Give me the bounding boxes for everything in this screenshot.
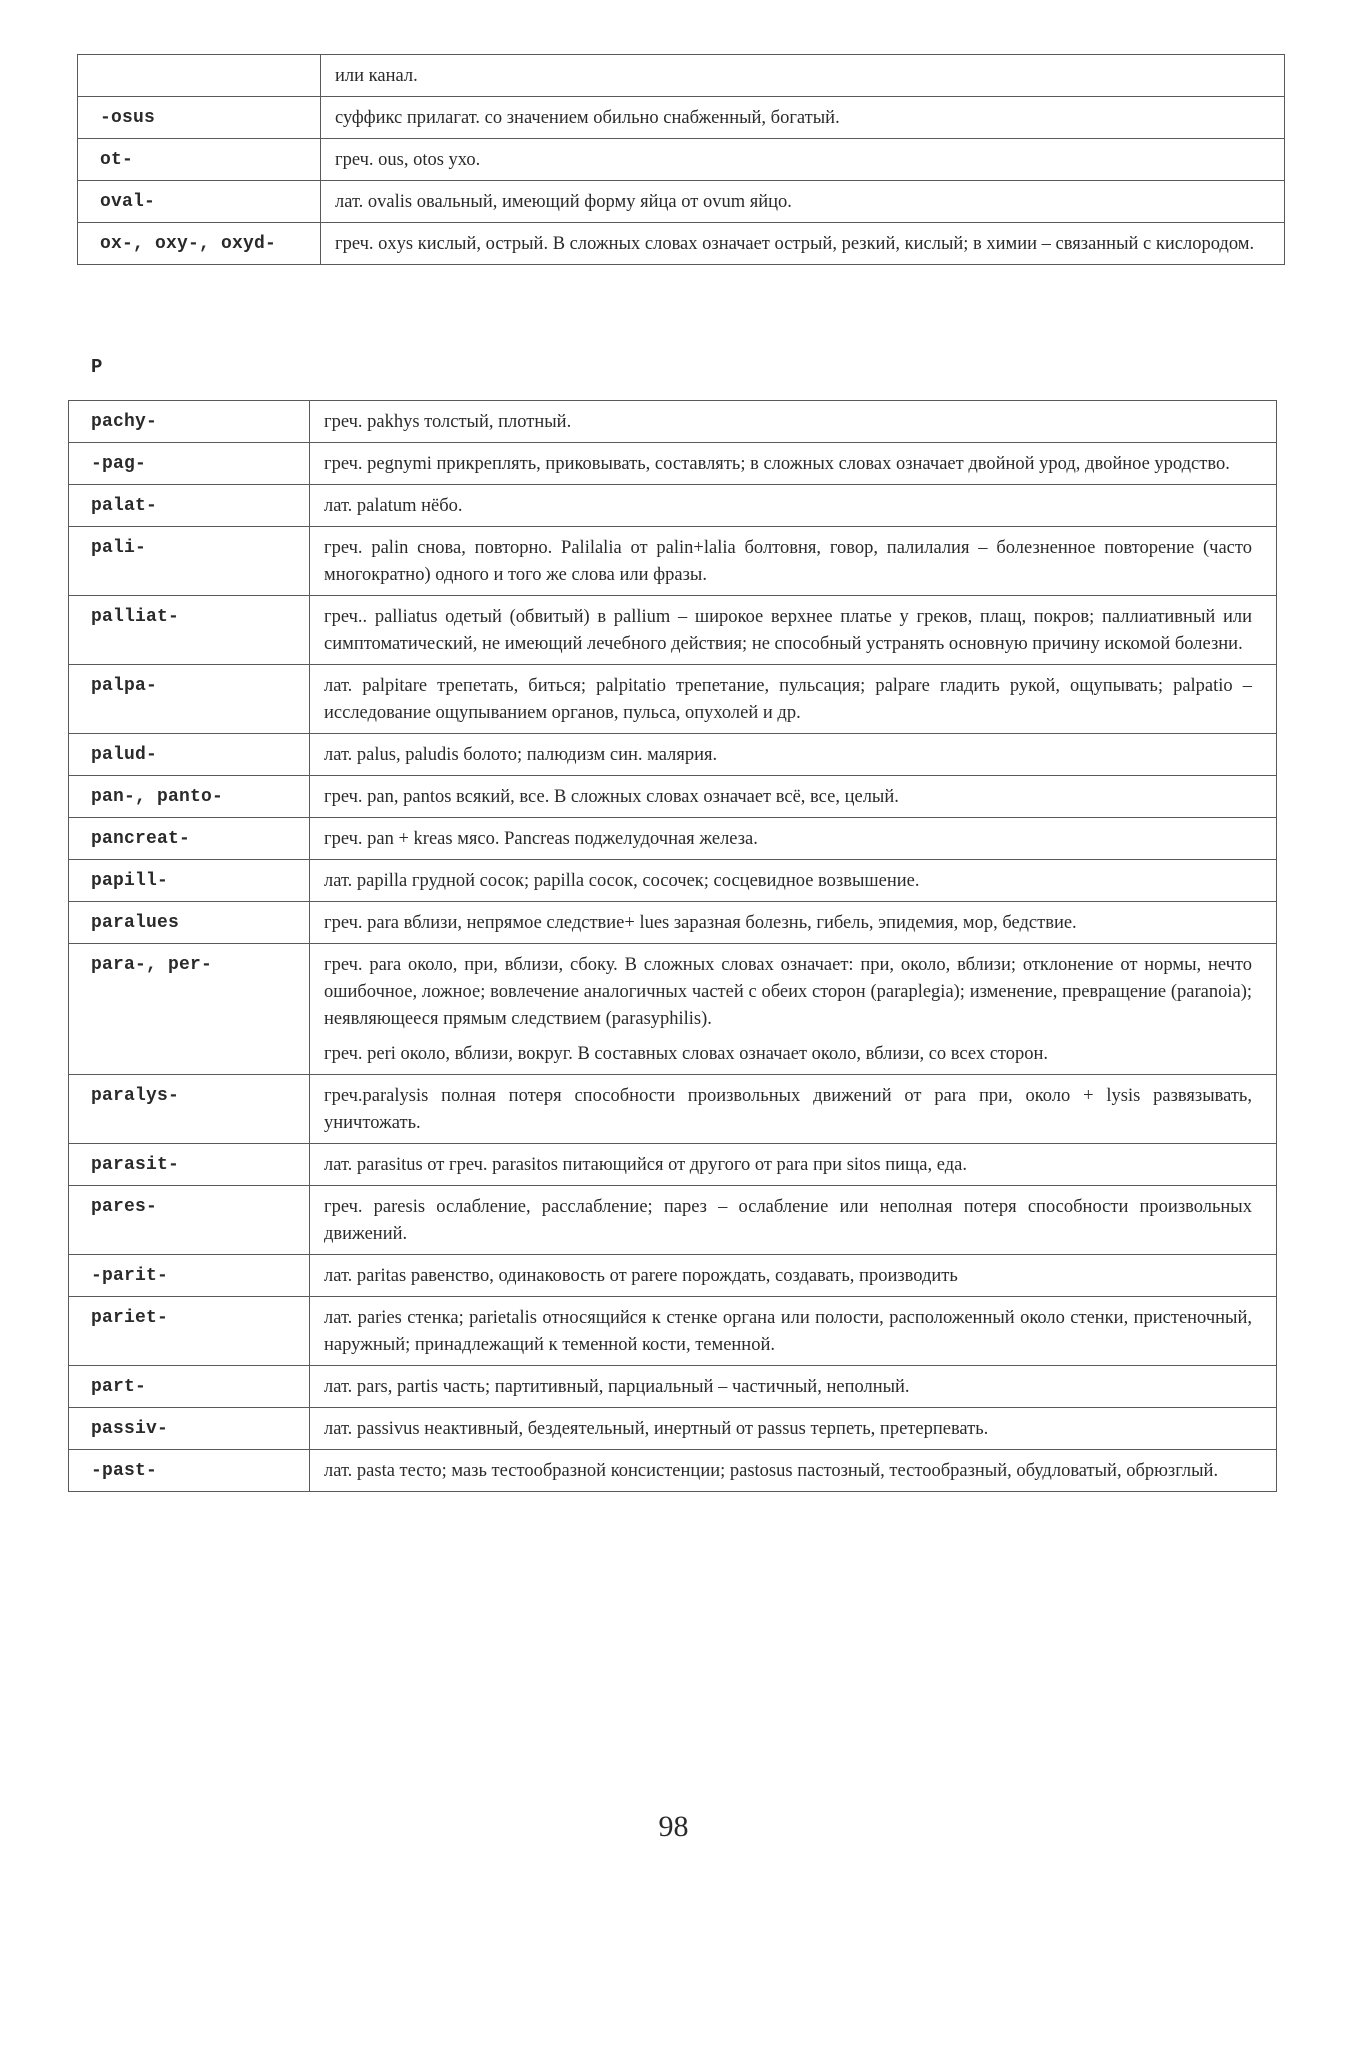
glossary-row [69, 1366, 1277, 1408]
term-cell: pan-, panto- [69, 776, 310, 818]
term-cell: papill- [69, 860, 310, 902]
glossary-row [69, 776, 1277, 818]
definition-cell [321, 181, 1285, 223]
glossary-row [78, 223, 1285, 265]
glossary-row [78, 139, 1285, 181]
term-cell: palud- [69, 734, 310, 776]
definition-text: греч. paresis ослабление, расслабление; парез – ослабление или неполная потеря способности произвольных движений. [324, 1197, 1252, 1244]
glossary-row [69, 734, 1277, 776]
definition-cell [321, 139, 1285, 181]
definition-cell [310, 860, 1277, 902]
term-cell: pancreat- [69, 818, 310, 860]
definition-cell [310, 596, 1277, 665]
glossary-row [69, 401, 1277, 443]
glossary-row [69, 902, 1277, 944]
definition-cell [310, 776, 1277, 818]
glossary-row [78, 181, 1285, 223]
term-cell: -pag- [69, 443, 310, 485]
term-cell: pariet- [69, 1297, 310, 1366]
glossary-row [69, 665, 1277, 734]
definition-text: лат. paritas равенство, одинаковость от parere порождать, создавать, производить [324, 1266, 958, 1286]
term-cell: -past- [69, 1450, 310, 1492]
definition-text: греч. peri около, вблизи, вокруг. В составных словах означает около, вблизи, со всех сторон. [324, 1044, 1049, 1064]
definition-text: лат. palatum нёбо. [324, 496, 463, 516]
term-cell: palliat- [69, 596, 310, 665]
definition-cell [310, 902, 1277, 944]
definition-cell [310, 485, 1277, 527]
definition-cell [321, 97, 1285, 139]
definition-text: лат. passivus неактивный, бездеятельный, инертный от passus терпеть, претерпевать. [324, 1419, 989, 1439]
term-cell: part- [69, 1366, 310, 1408]
term-cell: -parit- [69, 1255, 310, 1297]
glossary-row [69, 1255, 1277, 1297]
definition-text: лат. palus, paludis болото; палюдизм син. малярия. [324, 745, 718, 765]
glossary-table-o [77, 54, 1285, 265]
term-cell: ot- [78, 139, 321, 181]
definition-cell [321, 55, 1285, 97]
definition-cell [310, 1075, 1277, 1144]
definition-cell [310, 1450, 1277, 1492]
term-cell [78, 55, 321, 97]
glossary-row [78, 97, 1285, 139]
definition-cell [310, 1366, 1277, 1408]
definition-cell [310, 734, 1277, 776]
glossary-row [69, 1450, 1277, 1492]
term-cell: -osus [78, 97, 321, 139]
term-cell: passiv- [69, 1408, 310, 1450]
glossary-row [69, 860, 1277, 902]
glossary-row [69, 527, 1277, 596]
glossary-row [69, 944, 1277, 1075]
definition-cell [310, 1408, 1277, 1450]
glossary-row [69, 1297, 1277, 1366]
definition-text: лат. palpitare трепетать, биться; palpitatio трепетание, пульсация; palpare гладить рукой, ощупывать; palpatio – исследование ощупыванием органов, пульса, опухолей и др. [324, 676, 1252, 723]
definition-cell [310, 1255, 1277, 1297]
term-cell: oval- [78, 181, 321, 223]
glossary-row [69, 596, 1277, 665]
definition-text: греч. ous, otos ухо. [335, 150, 481, 170]
term-cell: paralys- [69, 1075, 310, 1144]
definition-text: лат. papilla грудной сосок; papilla сосок, сосочек; сосцевидное возвышение. [324, 871, 920, 891]
glossary-row [69, 1408, 1277, 1450]
definition-cell [310, 1297, 1277, 1366]
definition-cell [321, 223, 1285, 265]
term-cell: pares- [69, 1186, 310, 1255]
definition-text: лат. pasta тесто; мазь тестообразной консистенции; pastosus пастозный, тестообразный, обудловатый, обрюзглый. [324, 1461, 1219, 1481]
term-cell: para-, per- [69, 944, 310, 1075]
glossary-table-p [68, 400, 1277, 1492]
definition-text: греч. pan + kreas мясо. Pancreas поджелудочная железа. [324, 829, 758, 849]
definition-cell [310, 443, 1277, 485]
definition-text: греч.paralysis полная потеря способности произвольных движений от para при, около + lysis развязывать, уничтожать. [324, 1086, 1252, 1133]
definition-text: греч.. palliatus одетый (обвитый) в pallium – широкое верхнее платье у греков, плащ, покров; паллиативный или симптоматический, не имеющий лечебного действия; не способный устранять основную причину искомой болезни. [324, 607, 1252, 654]
definition-text: суффикс прилагат. со значением обильно снабженный, богатый. [335, 108, 840, 128]
section-heading: P [91, 356, 103, 378]
term-cell: ox-, oxy-, oxyd- [78, 223, 321, 265]
definition-text: греч. pan, pantos всякий, все. В сложных словах означает всё, все, целый. [324, 787, 899, 807]
definition-cell [310, 1186, 1277, 1255]
definition-text: лат. ovalis овальный, имеющий форму яйца от ovum яйцо. [335, 192, 792, 212]
glossary-table-p-body [69, 401, 1277, 1492]
term-cell: pali- [69, 527, 310, 596]
definition-text: лат. paries стенка; parietalis относящийся к стенке органа или полости, расположенный около стенки, пристеночный, наружный; принадлежащий к теменной кости, теменной. [324, 1308, 1252, 1355]
glossary-row [69, 485, 1277, 527]
definition-cell [310, 527, 1277, 596]
glossary-row [69, 1144, 1277, 1186]
term-cell: paralues [69, 902, 310, 944]
term-cell: palpa- [69, 665, 310, 734]
page-number: 98 [658, 1810, 689, 1843]
glossary-row [69, 1075, 1277, 1144]
definition-text: лат. parasitus от греч. parasitos питающийся от другого от para при sitos пища, еда. [324, 1155, 967, 1175]
glossary-row [69, 1186, 1277, 1255]
glossary-table-o-body [78, 55, 1285, 265]
term-cell: pachy- [69, 401, 310, 443]
term-cell: parasit- [69, 1144, 310, 1186]
definition-text: греч. para вблизи, непрямое следствие+ lues заразная болезнь, гибель, эпидемия, мор, бедствие. [324, 913, 1077, 933]
definition-text: лат. pars, partis часть; партитивный, парциальный – частичный, неполный. [324, 1377, 910, 1397]
definition-cell [310, 401, 1277, 443]
definition-cell [310, 818, 1277, 860]
definition-text: греч. palin снова, повторно. Palilalia от palin+lalia болтовня, говор, палилалия – болезненное повторение (часто многократно) одного и того же слова или фразы. [324, 538, 1252, 585]
definition-text: греч. para около, при, вблизи, сбоку. В сложных словах означает: при, около, вблизи; отклонение от нормы, нечто ошибочное, ложное; вовлечение аналогичных частей с обеих сторон (paraplegia); изменение, превращение (paranoia); неявляющееся прямым следствием (parasyphilis). [324, 955, 1252, 1029]
term-cell: palat- [69, 485, 310, 527]
definition-text: греч. pegnymi прикреплять, приковывать, составлять; в сложных словах означает двойной урод, двойное уродство. [324, 454, 1230, 474]
definition-cell [310, 944, 1277, 1075]
glossary-row [69, 818, 1277, 860]
definition-text: греч. pakhys толстый, плотный. [324, 412, 572, 432]
definition-text: или канал. [335, 66, 418, 86]
definition-cell [310, 1144, 1277, 1186]
definition-cell [310, 665, 1277, 734]
glossary-row [78, 55, 1285, 97]
definition-text: греч. oxys кислый, острый. В сложных словах означает острый, резкий, кислый; в химии – связанный с кислородом. [335, 234, 1255, 254]
glossary-row [69, 443, 1277, 485]
